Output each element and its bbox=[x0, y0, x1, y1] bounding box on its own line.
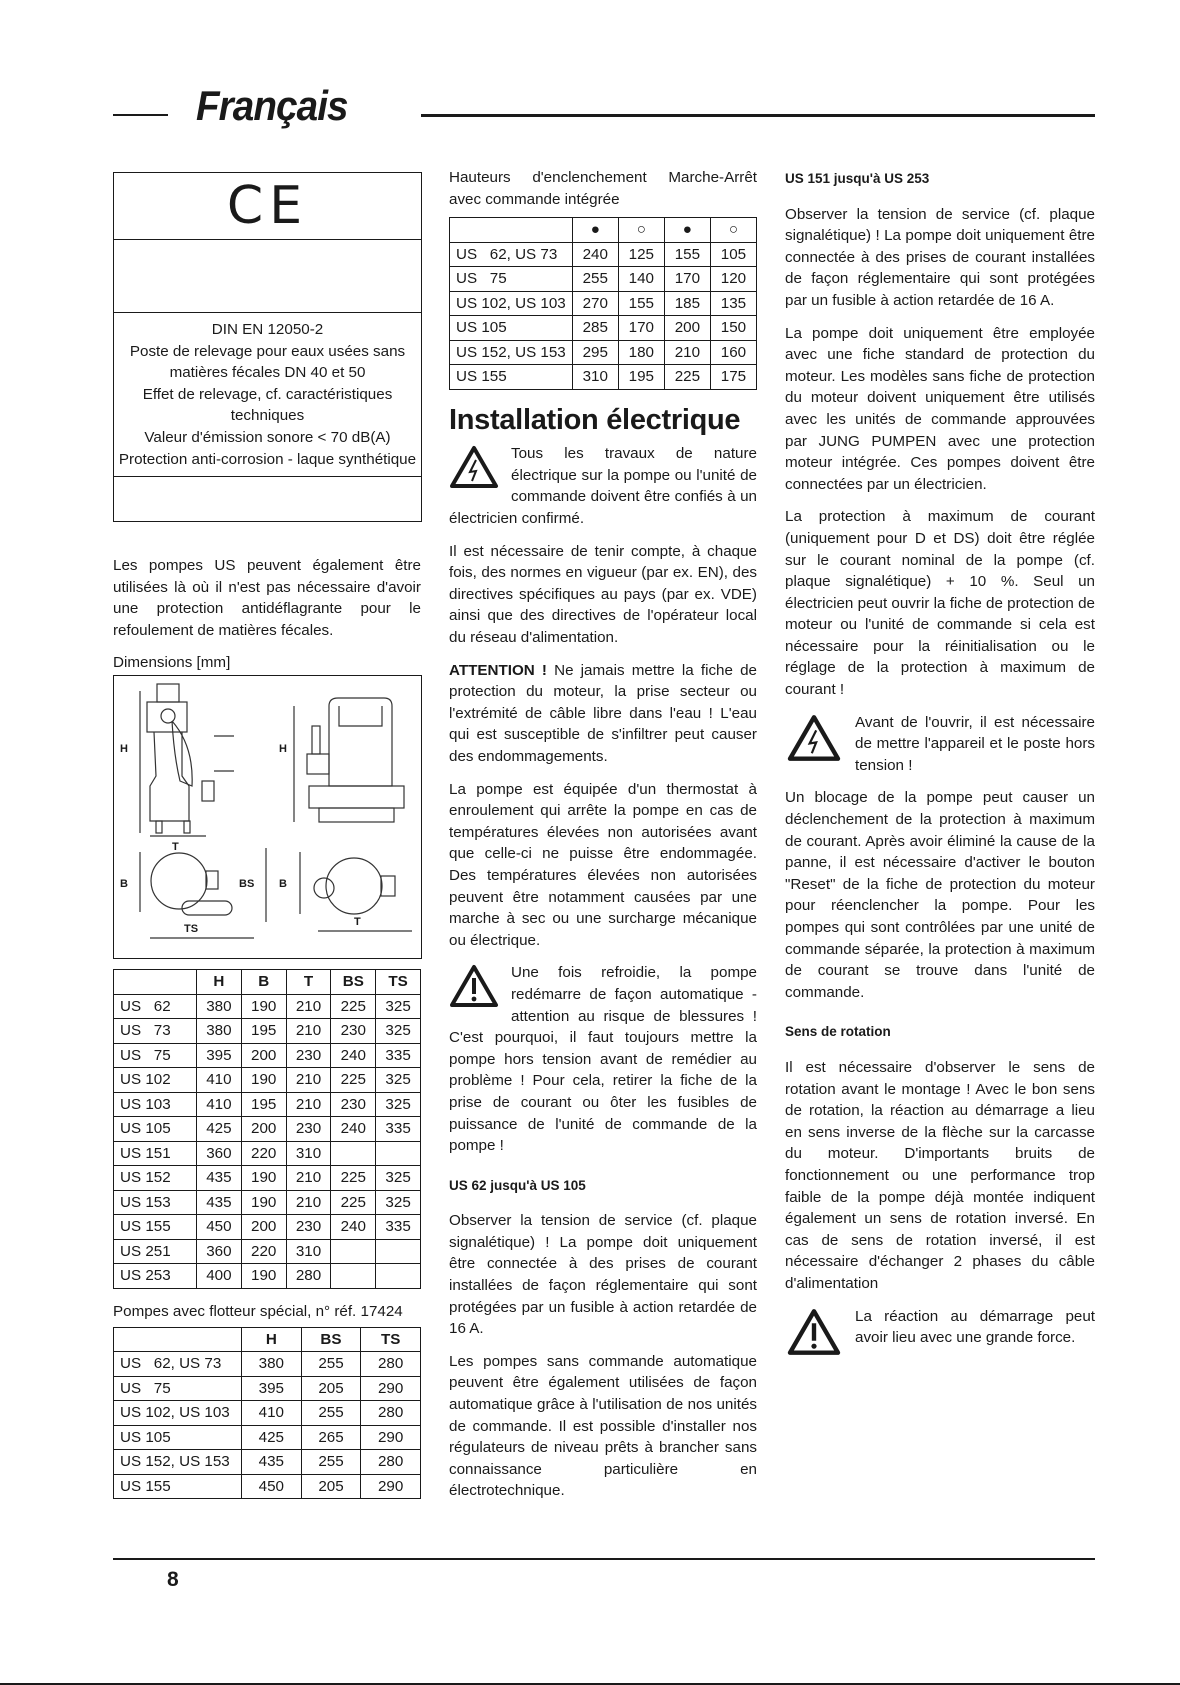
value-cell: 280 bbox=[361, 1401, 421, 1426]
table-header bbox=[114, 970, 197, 995]
column-3 bbox=[785, 168, 1095, 1369]
certification-blank-row bbox=[114, 477, 421, 521]
value-cell: 265 bbox=[301, 1425, 361, 1450]
cert-line: Valeur d'émission sonore < 70 dB(A) bbox=[144, 428, 391, 446]
value-cell: 180 bbox=[618, 340, 664, 365]
table-row bbox=[114, 1166, 421, 1191]
subheading-us151: US 151 jusqu'à US 253 bbox=[785, 171, 930, 186]
empty-circle-icon: ○ bbox=[710, 218, 756, 243]
empty-circle-icon: ○ bbox=[618, 218, 664, 243]
table-row bbox=[114, 1068, 421, 1093]
table-row bbox=[114, 1264, 421, 1289]
value-cell: 170 bbox=[664, 267, 710, 292]
table-row bbox=[114, 1141, 421, 1166]
dim-label-ts: TS bbox=[184, 923, 199, 935]
value-cell: 360 bbox=[197, 1239, 242, 1264]
table-row bbox=[114, 994, 421, 1019]
model-cell: US 152 bbox=[114, 1166, 197, 1191]
automatic-paragraph: Les pompes sans commande automatique peuvent être également utilisées de façon automatique grâce à l'utilisation de nos unités de commande. Il est possible d'installer nos régulateurs de niveau prêts à brancher sans connaissance particulière en électrotechnique. bbox=[449, 1352, 757, 1500]
value-cell: 225 bbox=[664, 365, 710, 390]
value-cell: 310 bbox=[572, 365, 618, 390]
pump-dimensions-diagram bbox=[113, 675, 422, 959]
table-row bbox=[114, 1043, 421, 1068]
electric-hazard-icon bbox=[785, 714, 843, 762]
value-cell: 200 bbox=[241, 1117, 286, 1142]
value-cell: 240 bbox=[572, 242, 618, 267]
dim-label-h: H bbox=[120, 743, 128, 755]
value-cell: 425 bbox=[242, 1425, 302, 1450]
protection-paragraph: La protection à maximum de courant (uniquement pour D et DS) doit être réglée sur le courant nominal de la pompe (cf. plaque signalétique) + 10 %. Seul un électricien peut ouvrir la fiche de protection de moteur ou l'unité de commande si cela est nécessaire pour la réinitialisation ou le réglage de la protection à maximum de courant ! bbox=[785, 508, 1095, 699]
value-cell: 190 bbox=[241, 1166, 286, 1191]
ce-mark-icon: CE bbox=[114, 173, 421, 240]
model-cell: US 253 bbox=[114, 1264, 197, 1289]
value-cell: 155 bbox=[664, 242, 710, 267]
value-cell bbox=[331, 1141, 376, 1166]
table-header: H bbox=[197, 970, 242, 995]
dim-label-h: H bbox=[279, 743, 287, 755]
model-cell: US 103 bbox=[114, 1092, 197, 1117]
table-row bbox=[114, 1092, 421, 1117]
value-cell: 220 bbox=[241, 1239, 286, 1264]
value-cell bbox=[331, 1239, 376, 1264]
value-cell: 195 bbox=[618, 365, 664, 390]
value-cell: 120 bbox=[710, 267, 756, 292]
table-row bbox=[114, 1401, 421, 1426]
model-cell: US 155 bbox=[114, 1215, 197, 1240]
column-1-text bbox=[113, 555, 421, 674]
table-row bbox=[450, 291, 757, 316]
value-cell: 280 bbox=[361, 1450, 421, 1475]
value-cell: 325 bbox=[376, 1092, 421, 1117]
table-header: TS bbox=[376, 970, 421, 995]
value-cell: 410 bbox=[197, 1068, 242, 1093]
value-cell: 335 bbox=[376, 1043, 421, 1068]
value-cell: 190 bbox=[241, 1264, 286, 1289]
footer-rule bbox=[113, 1558, 1095, 1560]
table-row bbox=[450, 267, 757, 292]
value-cell: 410 bbox=[197, 1092, 242, 1117]
value-cell: 200 bbox=[241, 1043, 286, 1068]
value-cell: 205 bbox=[301, 1376, 361, 1401]
table-row bbox=[450, 242, 757, 267]
fiche-paragraph: La pompe doit uniquement être employée avec une fiche standard de protection du moteur. Les modèles sans fiche de protection du moteur doivent uniquement être utilisés avec les unités de commande approuvées par JUNG PUMPEN avec une protection moteur intégrée. Ces pompes doivent être connectées par un électricien. bbox=[785, 324, 1095, 493]
value-cell: 210 bbox=[286, 994, 331, 1019]
warning-open bbox=[785, 712, 1095, 777]
value-cell: 155 bbox=[618, 291, 664, 316]
value-cell: 310 bbox=[286, 1239, 331, 1264]
value-cell: 185 bbox=[664, 291, 710, 316]
value-cell: 240 bbox=[331, 1043, 376, 1068]
table-row bbox=[114, 1019, 421, 1044]
model-cell: US 62 bbox=[114, 994, 197, 1019]
value-cell: 395 bbox=[242, 1376, 302, 1401]
table-header bbox=[450, 218, 573, 243]
value-cell: 400 bbox=[197, 1264, 242, 1289]
model-cell: US 155 bbox=[114, 1474, 242, 1499]
value-cell: 285 bbox=[572, 316, 618, 341]
value-cell: 335 bbox=[376, 1215, 421, 1240]
value-cell: 200 bbox=[241, 1215, 286, 1240]
value-cell: 190 bbox=[241, 1190, 286, 1215]
value-cell: 230 bbox=[286, 1117, 331, 1142]
model-cell: US 75 bbox=[450, 267, 573, 292]
value-cell: 190 bbox=[241, 1068, 286, 1093]
rotation-paragraph: Il est nécessaire d'observer le sens de rotation avant le montage ! Avec le bon sens de rotation, la réaction au démarrage a lieu en sens inverse de la flèche sur la carcasse du moteur. D'importants bruits de fonctionnement ou une performance trop faible de la pompe déjà montée indiquent également un sens de rotation inversé. En cas de sens de rotation inversé, il est nécessaire d'échanger 2 phases du câble d'alimentation bbox=[785, 1058, 1095, 1292]
table-row bbox=[114, 1215, 421, 1240]
cert-line: Effet de relevage, cf. caractéristiques techniques bbox=[142, 385, 393, 425]
value-cell: 270 bbox=[572, 291, 618, 316]
subheading-rotation: Sens de rotation bbox=[785, 1024, 891, 1040]
column-2 bbox=[449, 167, 757, 1513]
model-cell: US 62, US 73 bbox=[450, 242, 573, 267]
model-cell: US 105 bbox=[114, 1425, 242, 1450]
table-header: H bbox=[242, 1327, 302, 1352]
switch-height-table bbox=[449, 217, 757, 390]
table-header: T bbox=[286, 970, 331, 995]
warning-triangle-icon bbox=[785, 1308, 843, 1356]
cert-line: Poste de relevage pour eaux usées sans matières fécales DN 40 et 50 bbox=[129, 342, 406, 382]
table-row bbox=[450, 316, 757, 341]
value-cell: 225 bbox=[331, 1166, 376, 1191]
table-header: TS bbox=[361, 1327, 421, 1352]
value-cell: 325 bbox=[376, 994, 421, 1019]
value-cell: 195 bbox=[241, 1092, 286, 1117]
model-cell: US 152, US 153 bbox=[450, 340, 573, 365]
electric-hazard-icon bbox=[449, 445, 499, 489]
value-cell: 255 bbox=[301, 1401, 361, 1426]
value-cell: 230 bbox=[286, 1215, 331, 1240]
value-cell: 220 bbox=[241, 1141, 286, 1166]
value-cell: 225 bbox=[331, 1190, 376, 1215]
dim-label-b: B bbox=[120, 878, 128, 890]
table-row bbox=[114, 1239, 421, 1264]
value-cell: 230 bbox=[331, 1019, 376, 1044]
value-cell: 295 bbox=[572, 340, 618, 365]
value-cell: 175 bbox=[710, 365, 756, 390]
value-cell: 195 bbox=[241, 1019, 286, 1044]
model-cell: US 105 bbox=[114, 1117, 197, 1142]
us151-paragraph: Observer la tension de service (cf. plaque signalétique) ! La pompe doit uniquement être connectée à des prises de courant installées de façon réglementaire qui sont protégées par un fusible à action retardée de 16 A. bbox=[785, 205, 1095, 309]
value-cell: 210 bbox=[286, 1068, 331, 1093]
value-cell: 135 bbox=[710, 291, 756, 316]
warning-text: Avant de l'ouvrir, il est nécessaire de mettre l'appareil et le poste hors tension ! bbox=[855, 713, 1095, 774]
value-cell: 225 bbox=[331, 1068, 376, 1093]
value-cell: 170 bbox=[618, 316, 664, 341]
warning-restart bbox=[449, 962, 757, 1156]
warning-text: La réaction au démarrage peut avoir lieu avec une grande force. bbox=[855, 1307, 1095, 1347]
certification-box bbox=[113, 172, 422, 522]
warning-text: Une fois refroidie, la pompe redémarre de façon automatique - attention au risque de blessures ! C'est pourquoi, il faut toujours mettre la pompe hors tension avant de remédier au problème ! Pour cela, retirer la fiche de la prise de courant ou ôter les fusibles de puissance de l'unité de commande de la pompe ! bbox=[449, 964, 757, 1155]
value-cell: 210 bbox=[664, 340, 710, 365]
value-cell: 325 bbox=[376, 1166, 421, 1191]
value-cell: 105 bbox=[710, 242, 756, 267]
filled-circle-icon: ● bbox=[664, 218, 710, 243]
warning-triangle-icon bbox=[449, 964, 499, 1008]
dimensions-table-wrap bbox=[113, 969, 421, 1499]
dim-label-t: T bbox=[172, 841, 179, 853]
value-cell: 160 bbox=[710, 340, 756, 365]
value-cell bbox=[376, 1141, 421, 1166]
table-header: BS bbox=[301, 1327, 361, 1352]
value-cell: 240 bbox=[331, 1215, 376, 1240]
model-cell: US 102, US 103 bbox=[450, 291, 573, 316]
model-cell: US 105 bbox=[450, 316, 573, 341]
certification-blank-row bbox=[114, 240, 421, 313]
value-cell: 210 bbox=[286, 1166, 331, 1191]
dimensions-table bbox=[113, 969, 421, 1289]
value-cell: 290 bbox=[361, 1376, 421, 1401]
value-cell: 435 bbox=[197, 1190, 242, 1215]
subheading-us62: US 62 jusqu'à US 105 bbox=[449, 1177, 586, 1193]
value-cell: 210 bbox=[286, 1190, 331, 1215]
value-cell: 335 bbox=[376, 1117, 421, 1142]
page-number: 8 bbox=[167, 1568, 179, 1591]
value-cell: 290 bbox=[361, 1474, 421, 1499]
filled-circle-icon: ● bbox=[572, 218, 618, 243]
value-cell: 210 bbox=[286, 1092, 331, 1117]
value-cell: 255 bbox=[301, 1450, 361, 1475]
value-cell: 450 bbox=[242, 1474, 302, 1499]
value-cell bbox=[376, 1239, 421, 1264]
value-cell: 325 bbox=[376, 1019, 421, 1044]
dim-label-t: T bbox=[354, 916, 361, 928]
value-cell: 290 bbox=[361, 1425, 421, 1450]
warning-electric bbox=[449, 443, 757, 529]
switch-table-label: Hauteurs d'enclenchement Marche-Arrêt avec commande intégrée bbox=[449, 169, 757, 208]
model-cell: US 75 bbox=[114, 1043, 197, 1068]
attention-text: Ne jamais mettre la fiche de protection du moteur, la prise secteur ou l'extrémité de câble libre dans l'eau ! L'eau qui est susceptible de s'infiltrer peut causer des endommagements. bbox=[449, 661, 757, 765]
float-table-label: Pompes avec flotteur spécial, n° réf. 17424 bbox=[113, 1302, 403, 1320]
value-cell: 150 bbox=[710, 316, 756, 341]
table-row bbox=[450, 340, 757, 365]
table-header: BS bbox=[331, 970, 376, 995]
table-row bbox=[114, 1425, 421, 1450]
page-title: Français bbox=[196, 82, 348, 129]
model-cell: US 152, US 153 bbox=[114, 1450, 242, 1475]
us62-paragraph: Observer la tension de service (cf. plaque signalétique) ! La pompe doit uniquement être connectée à des prises de courant installées de façon réglementaire qui sont protégées par un fusible à action retardée de 16 A. bbox=[449, 1212, 757, 1338]
cert-line: Protection anti-corrosion - laque synthétique bbox=[118, 450, 417, 468]
table-row bbox=[114, 1450, 421, 1475]
table-row bbox=[114, 1352, 421, 1377]
value-cell: 310 bbox=[286, 1141, 331, 1166]
table-row bbox=[114, 1190, 421, 1215]
model-cell: US 73 bbox=[114, 1019, 197, 1044]
value-cell: 255 bbox=[301, 1352, 361, 1377]
certification-text bbox=[114, 313, 421, 477]
value-cell: 255 bbox=[572, 267, 618, 292]
model-cell: US 153 bbox=[114, 1190, 197, 1215]
value-cell: 210 bbox=[286, 1019, 331, 1044]
table-header: B bbox=[241, 970, 286, 995]
value-cell: 450 bbox=[197, 1215, 242, 1240]
warning-force bbox=[785, 1306, 1095, 1358]
dimensions-label: Dimensions [mm] bbox=[113, 654, 231, 672]
model-cell: US 251 bbox=[114, 1239, 197, 1264]
header-rule-left bbox=[113, 114, 168, 116]
value-cell: 325 bbox=[376, 1190, 421, 1215]
model-cell: US 75 bbox=[114, 1376, 242, 1401]
value-cell: 280 bbox=[286, 1264, 331, 1289]
value-cell: 435 bbox=[242, 1450, 302, 1475]
value-cell bbox=[376, 1264, 421, 1289]
value-cell: 230 bbox=[286, 1043, 331, 1068]
dim-label-b: B bbox=[279, 878, 287, 890]
warning-text: Tous les travaux de nature électrique sur la pompe ou l'unité de commande doivent être confiés à un électricien confirmé. bbox=[449, 445, 757, 528]
value-cell: 395 bbox=[197, 1043, 242, 1068]
attention-label: ATTENTION ! bbox=[449, 661, 547, 679]
value-cell: 425 bbox=[197, 1117, 242, 1142]
table-row bbox=[450, 365, 757, 390]
value-cell: 360 bbox=[197, 1141, 242, 1166]
header-rule-right bbox=[421, 114, 1095, 117]
model-cell: US 151 bbox=[114, 1141, 197, 1166]
value-cell: 200 bbox=[664, 316, 710, 341]
attention-paragraph bbox=[449, 660, 757, 768]
value-cell: 125 bbox=[618, 242, 664, 267]
value-cell: 410 bbox=[242, 1401, 302, 1426]
section-heading: Installation électrique bbox=[449, 403, 741, 436]
model-cell: US 102, US 103 bbox=[114, 1401, 242, 1426]
cert-line: DIN EN 12050-2 bbox=[211, 321, 324, 338]
value-cell: 230 bbox=[331, 1092, 376, 1117]
value-cell: 380 bbox=[197, 994, 242, 1019]
value-cell: 435 bbox=[197, 1166, 242, 1191]
table-header bbox=[114, 1327, 242, 1352]
table-row bbox=[114, 1376, 421, 1401]
model-cell: US 62, US 73 bbox=[114, 1352, 242, 1377]
value-cell: 325 bbox=[376, 1068, 421, 1093]
value-cell: 205 bbox=[301, 1474, 361, 1499]
value-cell: 190 bbox=[241, 994, 286, 1019]
table-row bbox=[114, 1474, 421, 1499]
value-cell: 380 bbox=[242, 1352, 302, 1377]
value-cell: 280 bbox=[361, 1352, 421, 1377]
norms-paragraph: Il est nécessaire de tenir compte, à chaque fois, des normes en vigueur (par ex. EN), des directives spécifiques au pays (par ex. VDE) ainsi que des directives de l'opérateur local du réseau d'alimentation. bbox=[449, 542, 757, 647]
value-cell bbox=[331, 1264, 376, 1289]
model-cell: US 155 bbox=[450, 365, 573, 390]
thermostat-paragraph: La pompe est équipée d'un thermostat à enroulement qui arrête la pompe en cas de températures élevées non autorisées avant que celle-ci ne puisse être endommagée. Des températures élevées non autorisées peuvent être notamment causées par une marche à sec ou une surcharge mécanique ou électrique. bbox=[449, 780, 757, 949]
intro-paragraph: Les pompes US peuvent également être utilisées là où il n'est pas nécessaire d'avoir une protection antidéflagrante pour le refoulement de matières fécales. bbox=[113, 557, 421, 639]
value-cell: 225 bbox=[331, 994, 376, 1019]
value-cell: 140 bbox=[618, 267, 664, 292]
value-cell: 380 bbox=[197, 1019, 242, 1044]
pump-drawing-icon bbox=[114, 676, 421, 958]
dim-label-bs: BS bbox=[239, 878, 255, 890]
blocage-paragraph: Un blocage de la pompe peut causer un déclenchement de la protection à maximum de courant. Après avoir éliminé la cause de la panne, il est nécessaire d'activer le bouton "Reset" de la fiche de protection du moteur pour réenclencher la pompe. Pour les pompes qui sont contrôlées par une unité de commande séparée, la protection à maximum de courant se trouve dans l'unité de commande. bbox=[785, 789, 1095, 1001]
float-table bbox=[113, 1327, 421, 1500]
model-cell: US 102 bbox=[114, 1068, 197, 1093]
table-row bbox=[114, 1117, 421, 1142]
value-cell: 240 bbox=[331, 1117, 376, 1142]
